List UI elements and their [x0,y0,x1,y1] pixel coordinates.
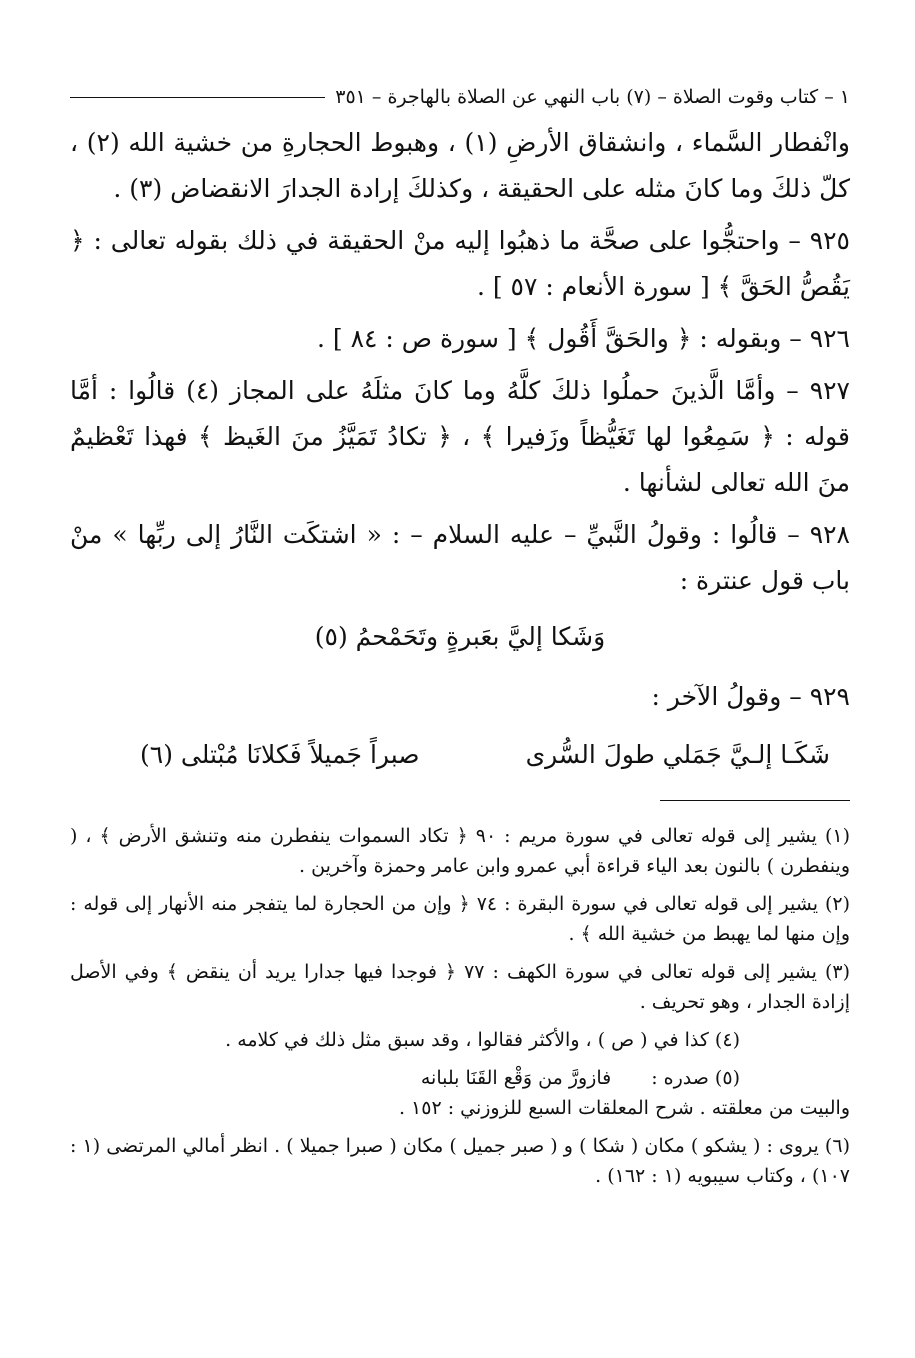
running-title: ١ – كتاب وقوت الصلاة – (٧) باب النهي عن الصلاة بالهاجرة – ٣٥١ [335,86,850,108]
paragraph-928: ٩٢٨ – قالُوا : وقولُ النَّبيِّ – عليه السلام – : « اشتكَت النَّارُ إلى ربِّها » منْ باب قول عنترة : [70,520,850,595]
footnote-1: (١) يشير إلى قوله تعالى في سورة مريم : ٩٠ ﴿ تكاد السموات ينفطرن منه وتنشق الأرض ﴾ ، ( وينفطرن ) بالنون بعد الياء قراءة أبي عمرو وابن عامر وحمزة وآخرين . [70,825,850,877]
paragraph-927: ٩٢٧ – وأمَّا الَّذينَ حملُوا ذلكَ كلَّهُ وما كانَ مثلَهُ على المجاز (٤) قالُوا : أمَّا قوله : ﴿ سَمِعُوا لها تَغَيُّظاً وزَفيرا ﴾ ، ﴿ تكادُ تَمَيَّزُ منَ الغَيظ ﴾ فهذا تَعْظيمٌ منَ الله تعالى لشأنها . [70,376,850,497]
footnotes [70,821,850,1191]
verse-couplet [70,732,850,778]
paragraph-929: ٩٢٩ – وقولُ الآخر : [651,682,850,711]
verse-first-hemistich: شَكَـا إلـيَّ جَمَلي طولَ السُّرى [525,740,830,769]
verse-antara: وَشَكا إليَّ بعَبرةٍ وتَحَمْحمُ (٥) [314,622,606,651]
footnote-4: (٤) كذا في ( ص ) ، والأكثر فقالوا ، وقد سبق مثل ذلك في كلامه . [225,1029,740,1051]
footnote-3: (٣) يشير إلى قوله تعالى في سورة الكهف : ٧٧ ﴿ فوجدا فيها جدارا يريد أن ينقض ﴾ وفي الأصل إزادة الجدار ، وهو تحريف . [70,961,850,1013]
footnote-2: (٢) يشير إلى قوله تعالى في سورة البقرة : ٧٤ ﴿ وإن من الحجارة لما يتفجر منه الأنهار إلى قوله : وإن منها لما يهبط من خشية الله ﴾ . [70,893,851,945]
book-page [70,80,850,1199]
running-header [70,80,850,114]
footnote-5-label: (٥) صدره : [651,1067,740,1089]
footnote-5-source: والبيت من معلقته . شرح المعلقات السبع للزوزني : ١٥٢ . [398,1097,850,1119]
paragraph-926: ٩٢٦ – وبقوله : ﴿ والحَقَّ أَقُول ﴾ [ سورة ص : ٨٤ ] . [317,324,850,353]
paragraph-intro: وانْفطار السَّماء ، وانشقاق الأرضِ (١) ، وهبوط الحجارةِ من خشية الله (٢) ، كلّ ذلكَ وما كانَ مثله على الحقيقة ، وكذلكَ إرادة الجدارَ الانقضاض (٣) . [70,128,850,203]
main-text [70,120,850,778]
footnote-6: (٦) يروى : ( يشكو ) مكان ( شكا ) و ( صبر جميل ) مكان ( صبرا جميلا ) . انظر أمالي المرتضى (١ : ١٠٧) ، وكتاب سيبويه (١ : ١٦٢) . [70,1135,850,1187]
verse-second-hemistich: صبراً جَميلاً فَكلانَا مُبْتلى (٦) [140,740,420,769]
header-rule [70,97,325,98]
footnote-5-verse: فازورَّ من وَقْع القَنَا بلبانه [420,1067,612,1089]
paragraph-925: ٩٢٥ – واحتجُّوا على صحَّة ما ذهبُوا إليه منْ الحقيقة في ذلك بقوله تعالى : ﴿ يَقُصُّ الحَقَّ ﴾ [ سورة الأنعام : ٥٧ ] . [70,226,850,301]
footnote-5 [70,1063,850,1093]
footnote-separator [660,800,850,801]
